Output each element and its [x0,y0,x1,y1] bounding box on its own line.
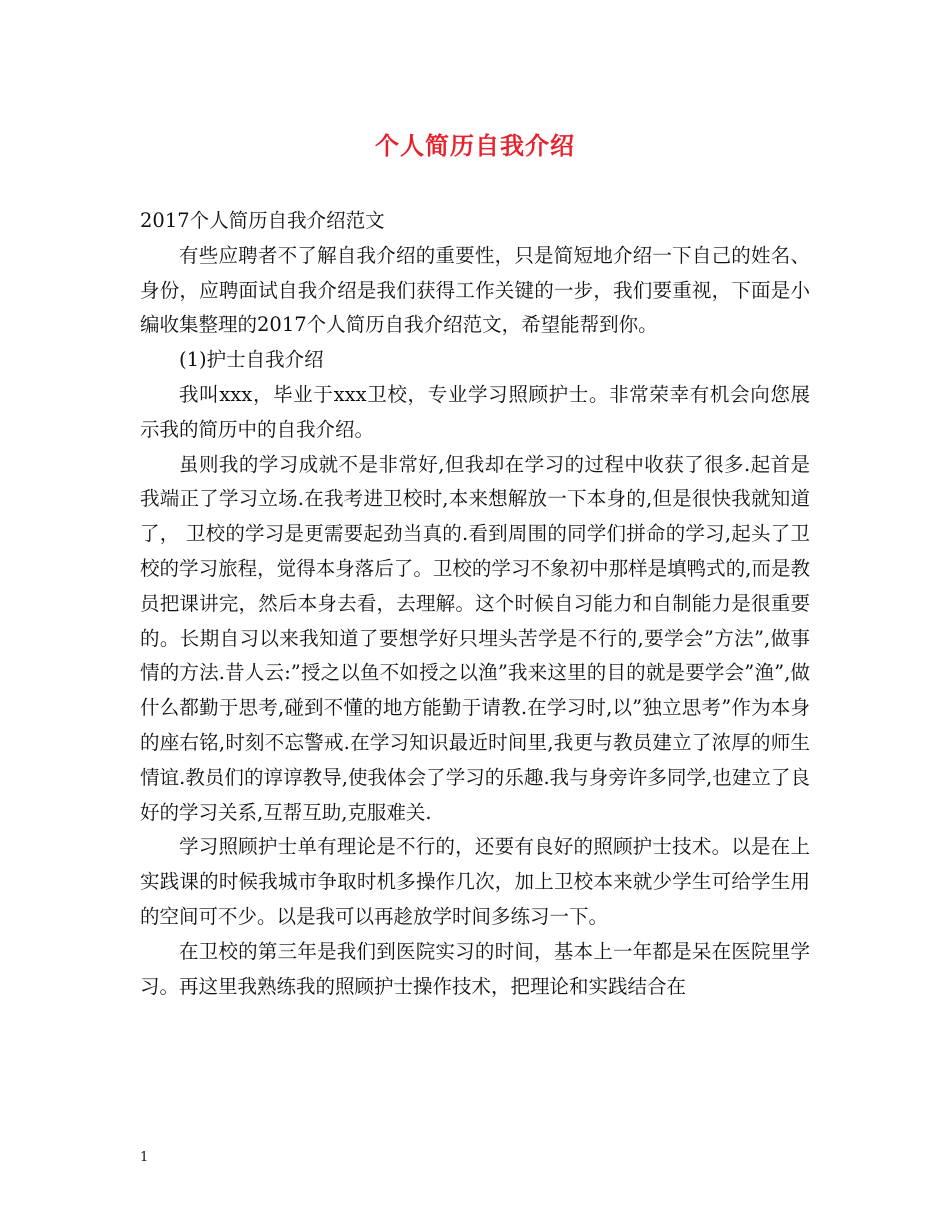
body-paragraph: 我叫xxx，毕业于xxx卫校，专业学习照顾护士。非常荣幸有机会向您展示我的简历中的自我介绍。 [140,382,810,441]
document-title: 个人简历自我介绍 [375,131,575,160]
body-paragraph: 在卫校的第三年是我们到医院实习的时间，基本上一年都是呆在医院里学习。再这里我熟练我的照顾护士操作技术，把理论和实践结合在 [140,939,810,998]
section-heading: (1)护士自我介绍 [179,348,324,372]
page-number: 1 [140,1150,149,1165]
body-paragraph: 虽则我的学习成就不是非常好,但我却在学习的过程中收获了很多.起首是我端正了学习立场.在我考进卫校时,本来想解放一下本身的,但是很快我就知道了， 卫校的学习是更需要起劲当真的.看到周围的同学们拼命的学习,起头了卫校的学习旅程，觉得本身落后了。卫校的学习不象初中那样是填鸭式的,而是教员把课讲完，然后本身去看，去理解。这个时候自习能力和自制能力是很重要的。长期自习以来我知道了要想学好只埋头苦学是不行的,要学会”方法”,做事情的方法.昔人云:”授之以鱼不如授之以渔”我来这里的目的就是要学会”渔”,做什么都勤于思考,碰到不懂的地方能勤于请教.在学习时,以”独立思考”作为本身的座右铭,时刻不忘警戒.在学习知识最近时间里,我更与教员建立了浓厚的师生情谊.教员们的谆谆教导,使我体会了学习的乐趣.我与身旁许多同学,也建立了良好的学习关系,互帮互助,克服难关. [140,452,810,824]
intro-paragraph: 有些应聘者不了解自我介绍的重要性，只是简短地介绍一下自己的姓名、身份，应聘面试自我介绍是我们获得工作关键的一步，我们要重视，下面是小编收集整理的2017个人简历自我介绍范文，希望能帮到你。 [140,243,810,337]
subtitle-paragraph: 2017个人简历自我介绍范文 [140,209,385,232]
document-body [140,204,810,1004]
body-paragraph: 学习照顾护士单有理论是不行的，还要有良好的照顾护士技术。以是在上实践课的时候我城市争取时机多操作几次，加上卫校本来就少学生可给学生用的空间可不少。以是我可以再趁放学时间多练习一下。 [140,835,810,928]
